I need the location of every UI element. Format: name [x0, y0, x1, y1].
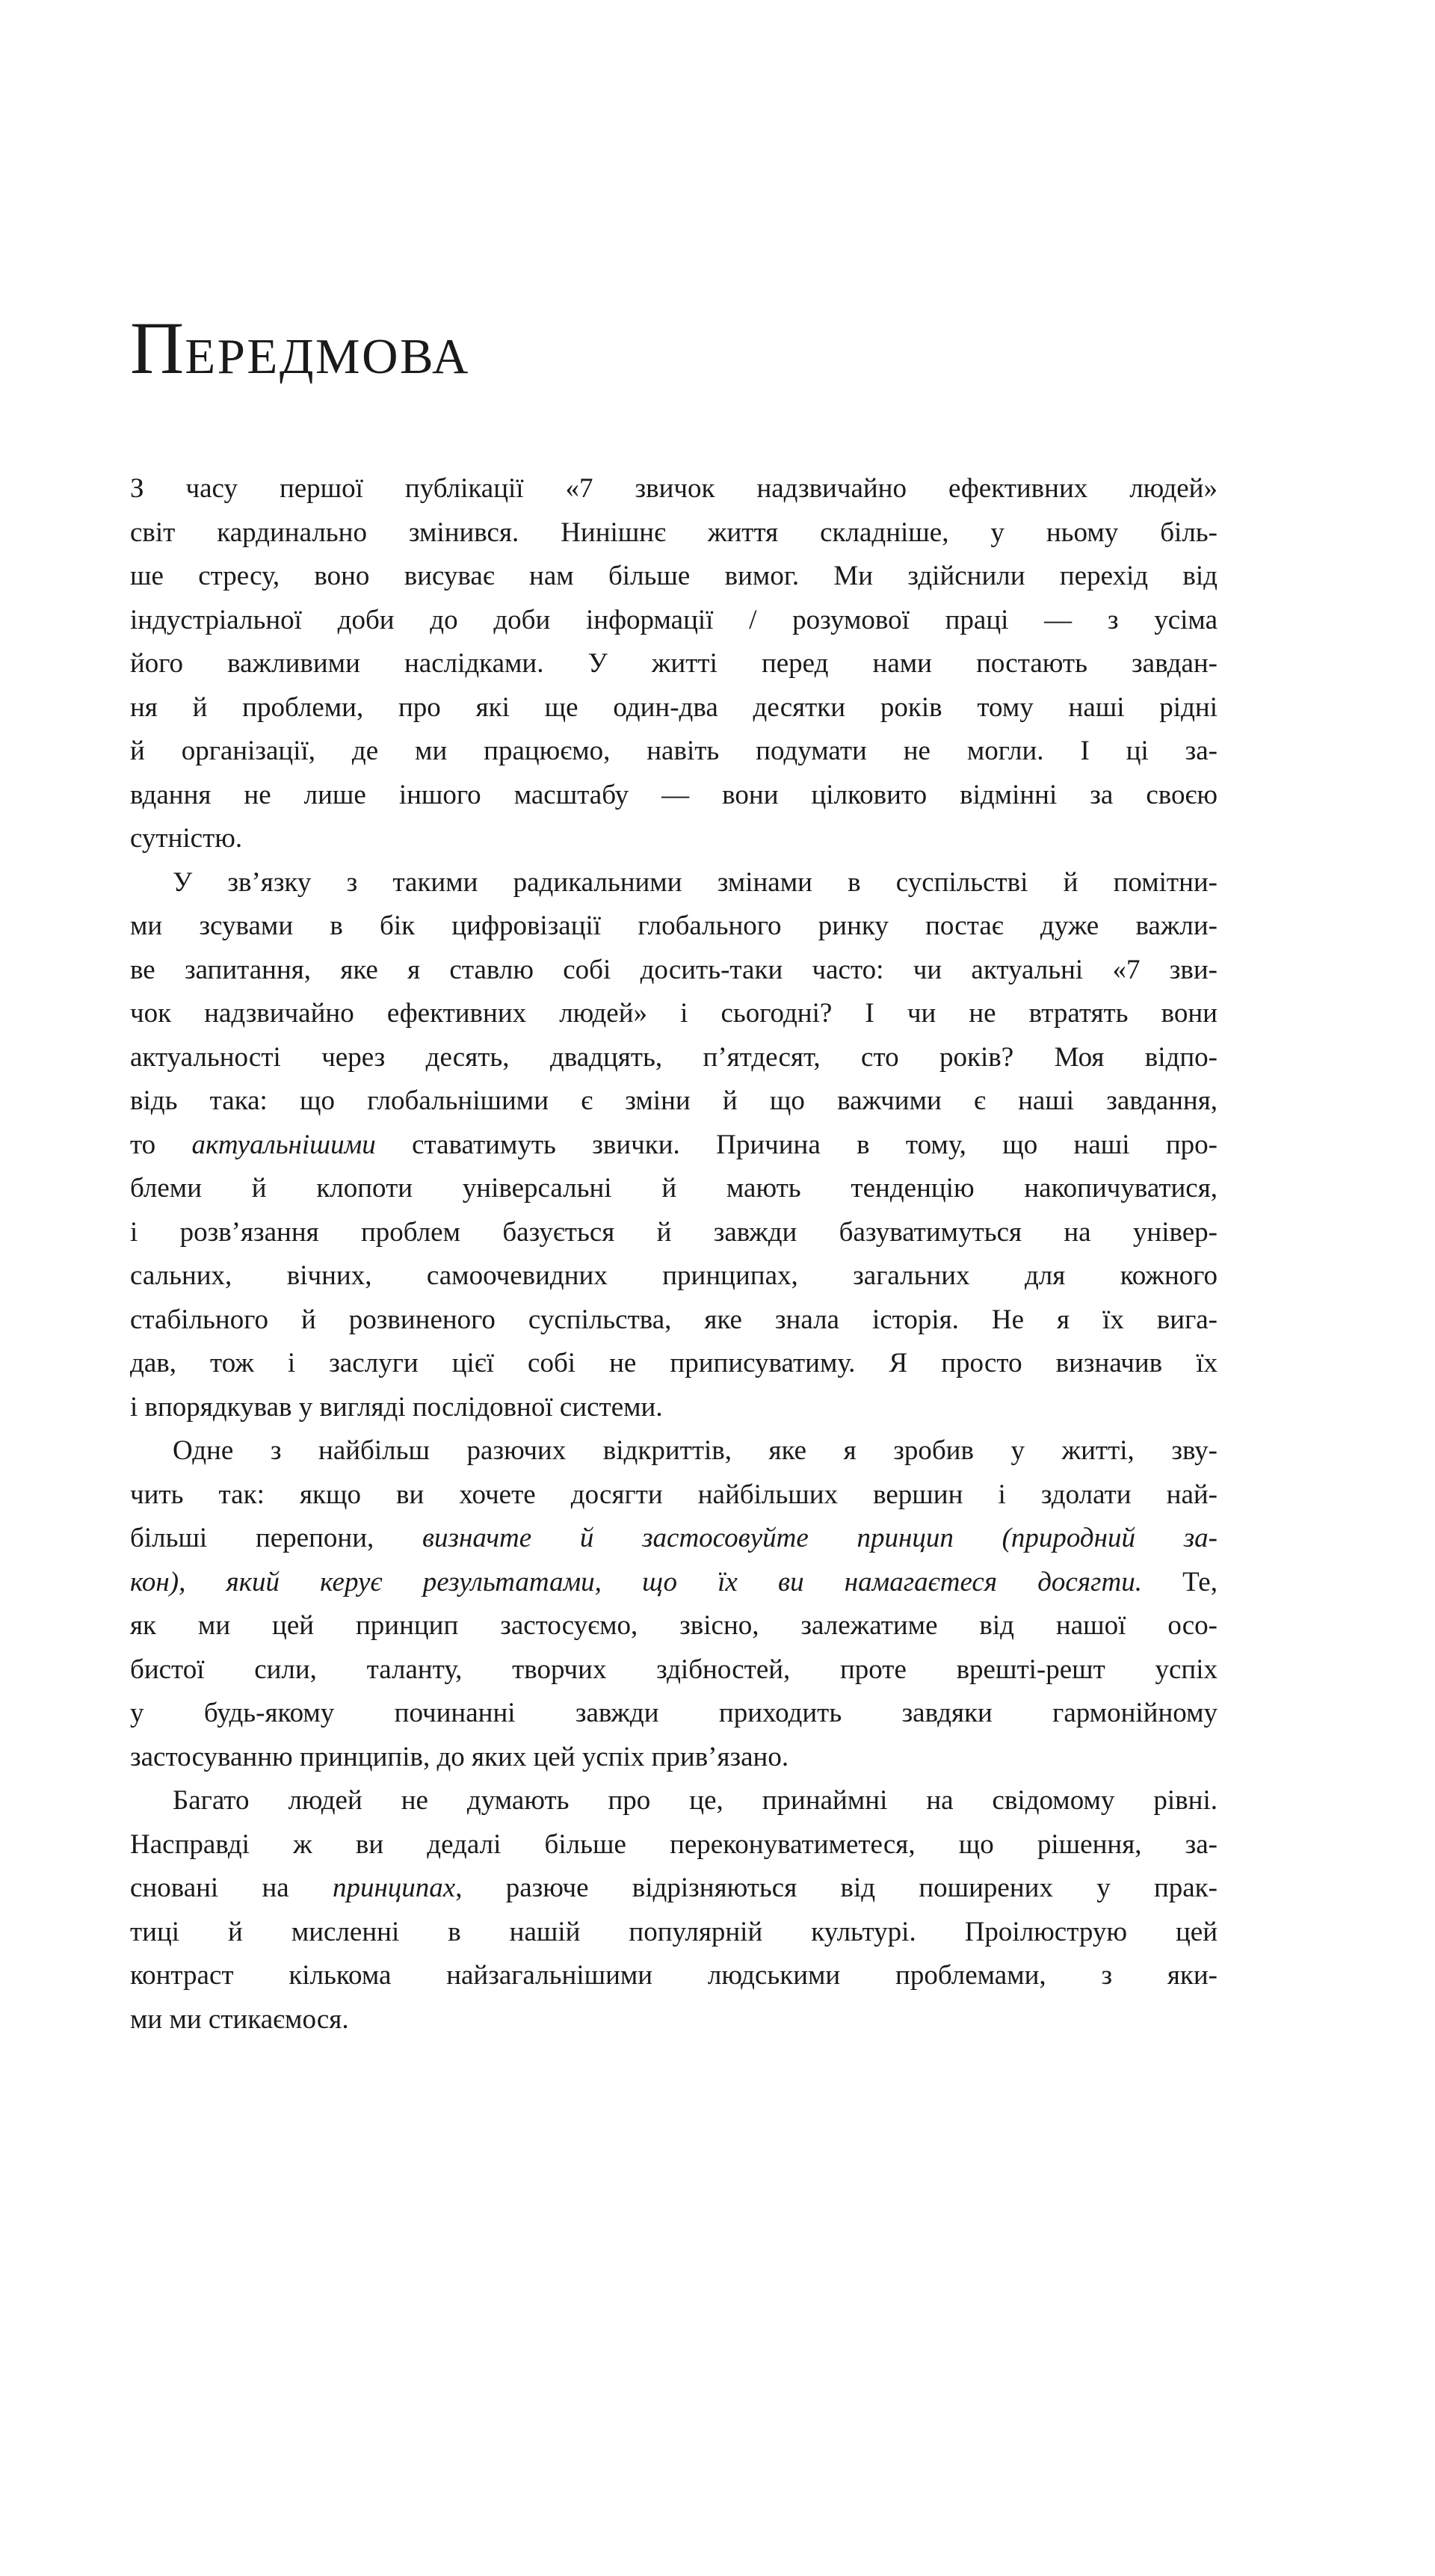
text-segment: сновані на — [130, 1873, 333, 1903]
text-segment: сальних, вічних, самоочевидних принципах, загальних для кожного — [130, 1260, 1218, 1291]
text-line — [130, 1692, 1218, 1736]
emphasized-text: принципах — [332, 1873, 456, 1903]
text-segment: Багато людей не думають про це, принаймні на свідомому рівні. — [173, 1785, 1218, 1816]
text-line — [130, 1604, 1218, 1648]
text-segment: блеми й клопоти універсальні й мають тенденцію накопичуватися, — [130, 1173, 1218, 1204]
text-segment: З часу першої публікації «7 звичок надзвичайно ефективних людей» — [130, 473, 1218, 504]
text-segment: ми ми стикаємося. — [130, 2003, 349, 2035]
text-segment: ве запитання, яке я ставлю собі досить-таки часто: чи актуальні «7 зви- — [130, 954, 1218, 985]
text-line — [130, 905, 1218, 949]
text-line — [130, 1998, 1218, 2042]
text-line — [130, 817, 1218, 861]
text-line — [130, 1779, 1218, 1823]
emphasized-text: актуальнішими — [191, 1129, 376, 1160]
text-line — [130, 1298, 1218, 1343]
text-segment: його важливими наслідками. У житті перед нами постають завдан- — [130, 648, 1218, 679]
text-segment: ми зсувами в бік цифровізації глобального ринку постає дуже важли- — [130, 910, 1218, 941]
text-segment: застосуванню принципів, до яких цей успіх прив’язано. — [130, 1741, 789, 1772]
text-segment: як ми цей принцип застосуємо, звісно, залежатиме від нашої осо- — [130, 1610, 1218, 1641]
text-line — [130, 642, 1218, 686]
text-line — [130, 1254, 1218, 1298]
text-line — [130, 1211, 1218, 1255]
text-segment: дав, тож і заслуги цієї собі не приписуватиму. Я просто визначив їх — [130, 1348, 1218, 1378]
text-line — [130, 1342, 1218, 1386]
text-line — [130, 1473, 1218, 1517]
text-segment: вдання не лише іншого масштабу — вони цілковито відмінні за своєю — [130, 779, 1218, 810]
text-segment: , разюче відрізняються від поширених у прак- — [455, 1873, 1218, 1903]
text-line — [130, 1823, 1218, 1867]
book-page — [0, 306, 1435, 2576]
text-segment: у будь-якому починанні завжди приходить завдяки гармонійному — [130, 1698, 1218, 1728]
text-segment: Насправді ж ви дедалі більше переконуватиметеся, що рішення, за- — [130, 1828, 1218, 1860]
text-line — [130, 1386, 1218, 1430]
text-line — [130, 1429, 1218, 1473]
text-line — [130, 949, 1218, 993]
text-line — [130, 730, 1218, 774]
text-line — [130, 511, 1218, 555]
text-line — [130, 555, 1218, 599]
text-line — [130, 1911, 1218, 1955]
text-line — [130, 1867, 1218, 1911]
text-line — [130, 1079, 1218, 1124]
text-segment: то — [130, 1129, 192, 1160]
text-segment: стабільного й розвиненого суспільства, яке знала історія. Не я їх вига- — [130, 1304, 1218, 1335]
text-segment: Те, — [1141, 1566, 1218, 1597]
text-line — [130, 1954, 1218, 1998]
emphasized-text: кон), який керує результатами, що їх ви намагаєтеся досягти. — [130, 1566, 1142, 1597]
text-line — [130, 599, 1218, 643]
heading-drop-cap: П — [130, 306, 185, 389]
text-segment: індустріальної доби до доби інформації / розумової праці — з усіма — [130, 604, 1218, 635]
text-line — [130, 1561, 1218, 1605]
text-line — [130, 686, 1218, 730]
text-line — [130, 1167, 1218, 1211]
text-segment: ставатимуть звички. Причина в тому, що наші про- — [375, 1129, 1218, 1160]
text-segment: чить так: якщо ви хочете досягти найбільших вершин і здолати най- — [130, 1479, 1218, 1510]
text-segment: сутністю. — [130, 823, 243, 854]
text-segment: чок надзвичайно ефективних людей» і сьогодні? І чи не втратять вони — [130, 998, 1218, 1029]
text-line — [130, 1648, 1218, 1692]
text-segment: й організації, де ми працюємо, навіть подумати не могли. І ці за- — [130, 736, 1218, 766]
text-line — [130, 467, 1218, 511]
text-segment: більші перепони, — [130, 1523, 422, 1553]
text-segment: Одне з найбільш разючих відкриттів, яке я зробив у житті, зву- — [173, 1435, 1218, 1466]
text-segment: актуальності через десять, двадцять, п’ятдесят, сто років? Моя відпо- — [130, 1041, 1218, 1073]
text-segment: У зв’язку з такими радикальними змінами в суспільстві й помітни- — [173, 866, 1218, 898]
text-segment: відь така: що глобальнішими є зміни й що важчими є наші завдання, — [130, 1085, 1218, 1116]
text-segment: світ кардинально змінився. Нинішнє життя складніше, у ньому біль- — [130, 517, 1218, 548]
text-segment: контраст кількома найзагальнішими людськими проблемами, з яки- — [130, 1960, 1218, 1991]
page-body — [130, 467, 1218, 2042]
text-line — [130, 774, 1218, 818]
text-segment: ше стресу, воно висуває нам більше вимог. Ми здійснили перехід від — [130, 561, 1218, 591]
text-line — [130, 1517, 1218, 1561]
text-line — [130, 1036, 1218, 1080]
text-line — [130, 861, 1218, 905]
text-line — [130, 992, 1218, 1036]
text-segment: ня й проблеми, про які ще один-два десятки років тому наші рідні — [130, 691, 1218, 723]
chapter-heading — [130, 306, 1218, 402]
text-segment: і впорядкував у вигляді послідовної системи. — [130, 1391, 663, 1423]
text-segment: і розв’язання проблем базується й завжди базуватимуться на універ- — [130, 1216, 1218, 1248]
text-segment: бистої сили, таланту, творчих здібностей, проте врешті-решт успіх — [130, 1654, 1218, 1685]
heading-small-caps: ЕРЕДМОВА — [185, 329, 470, 384]
text-segment: тиці й мисленні в нашій популярній культурі. Проілюструю цей — [130, 1916, 1218, 1947]
text-line — [130, 1124, 1218, 1168]
text-line — [130, 1736, 1218, 1780]
emphasized-text: визначте й застосовуйте принцип (природний за- — [422, 1523, 1218, 1553]
